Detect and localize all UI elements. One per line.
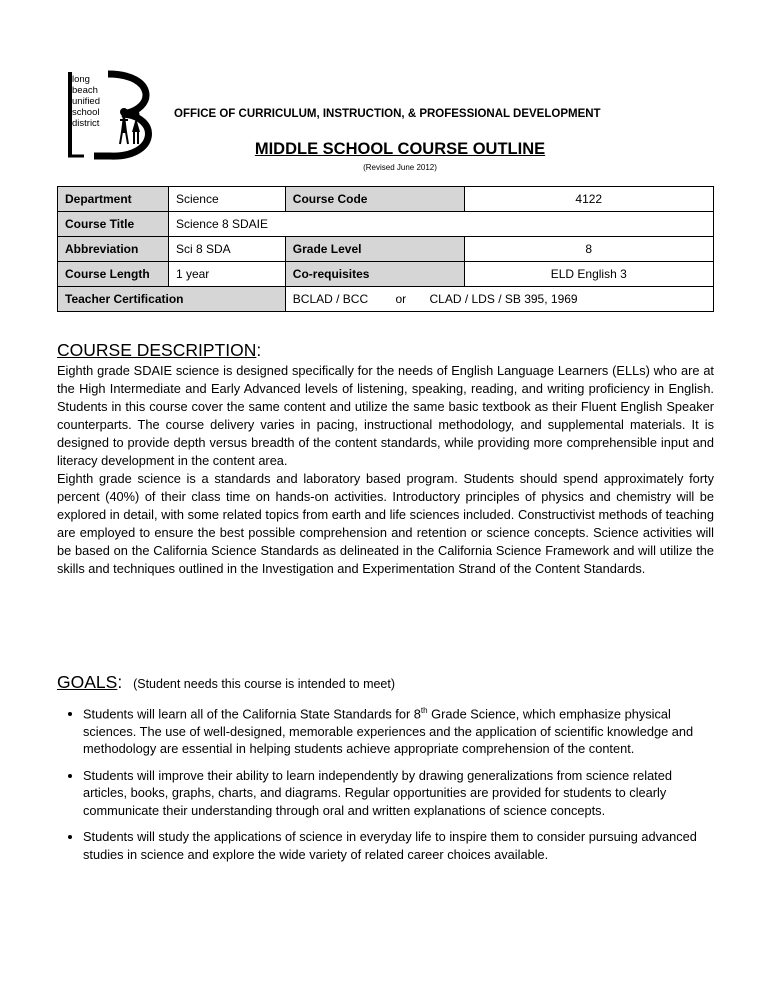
goal-1-superscript: th (420, 706, 428, 715)
course-code-value: 4122 (464, 187, 714, 212)
list-item: • Students will improve their ability to learn independently by drawing generalizations from science related articles, books, graphs, charts, and diagrams. Regular opportunities are provided for students to clearly communicate their understanding through oral and written explanations of science concepts. (83, 767, 708, 820)
goals-subtitle: (Student needs this course is intended to meet) (133, 677, 396, 691)
logo-line: unified (72, 96, 100, 107)
table-row (58, 212, 714, 237)
revised-date: (Revised June 2012) (363, 163, 437, 172)
course-description-heading (57, 340, 261, 361)
grade-level-value: 8 (464, 237, 714, 262)
abbreviation-label: Abbreviation (58, 237, 169, 262)
table-row (58, 287, 714, 312)
goals-list (57, 702, 708, 872)
table-row (58, 187, 714, 212)
certification-or: or (395, 292, 407, 306)
page-title: MIDDLE SCHOOL COURSE OUTLINE (254, 140, 546, 158)
description-paragraph-2: Eighth grade science is a standards and laboratory based program. Students should spend approximately forty percent (40%) of their class time on hands-on activities. Introductory principles of physics and chemistry will be explored in detail, with some related topics from earth and life sciences included. Constructivist methods of teaching are employed to ensure the best possible comprehension and retention or science concepts. Science activities will be based on the California Science Standards as delineated in the California Science Framework and will utilize the skills and techniques outlined in the Investigation and Experimentation Strand of the Content Standards. (57, 471, 714, 576)
goals-colon: : (117, 672, 123, 692)
goal-1-text-cont: Grade Science, which emphasize physical sciences. The use of well-designed, memorable experiences and the application of scientific knowledge and methodology are essential in helping students achieve appropriate comprehension of the content. (83, 706, 694, 757)
goals-heading-text: GOALS (57, 672, 118, 692)
logo-text (72, 74, 100, 129)
course-title-label: Course Title (58, 212, 169, 237)
certification-value (285, 287, 713, 312)
certification-b: CLAD / LDS / SB 395, 1969 (429, 292, 578, 306)
certification-a: BCLAD / BCC (292, 292, 369, 306)
corequisites-label: Co-requisites (285, 262, 464, 287)
corequisites-value: ELD English 3 (464, 262, 714, 287)
course-title-value: Science 8 SDAIE (168, 212, 713, 237)
course-length-label: Course Length (58, 262, 169, 287)
department-value: Science (168, 187, 285, 212)
table-row (58, 237, 714, 262)
course-length-value: 1 year (168, 262, 285, 287)
logo-line: long (72, 74, 90, 85)
goals-heading (57, 672, 395, 693)
course-description-heading-text: COURSE DESCRIPTION (57, 340, 257, 360)
abbreviation-value: Sci 8 SDA (168, 237, 285, 262)
course-description-colon: : (256, 340, 262, 360)
certification-label: Teacher Certification (58, 287, 286, 312)
grade-level-label: Grade Level (285, 237, 464, 262)
list-item: • Students will study the applications of science in everyday life to inspire them to consider pursuing advanced studies in science and explore the wide variety of related career choices available. (83, 828, 708, 863)
course-info-table (57, 186, 714, 312)
course-code-label: Course Code (285, 187, 464, 212)
office-heading: OFFICE OF CURRICULUM, INSTRUCTION, & PROFESSIONAL DEVELOPMENT (174, 108, 601, 120)
department-label: Department (58, 187, 169, 212)
list-item (83, 702, 708, 758)
logo-line: school (72, 107, 100, 118)
goal-1-text: Students will learn all of the California State Standards for 8 (83, 706, 421, 722)
logo-line: district (72, 118, 100, 129)
table-row (58, 262, 714, 287)
description-paragraph-1: Eighth grade SDAIE science is designed specifically for the needs of English Language Learners (ELLs) who are at the High Intermediate and Early Advanced levels of listening, speaking, reading, and writing proficiency in English. Students in this course cover the same content and utilize the same basic textbook as their Fluent English Speaker counterparts. The course delivery varies in pacing, instructional methodology, and supplemental materials. It is designed to provide depth versus breadth of the content standards, while providing more comprehensible input and literacy development in the content area. (57, 363, 714, 468)
logo-line: beach (72, 85, 98, 96)
